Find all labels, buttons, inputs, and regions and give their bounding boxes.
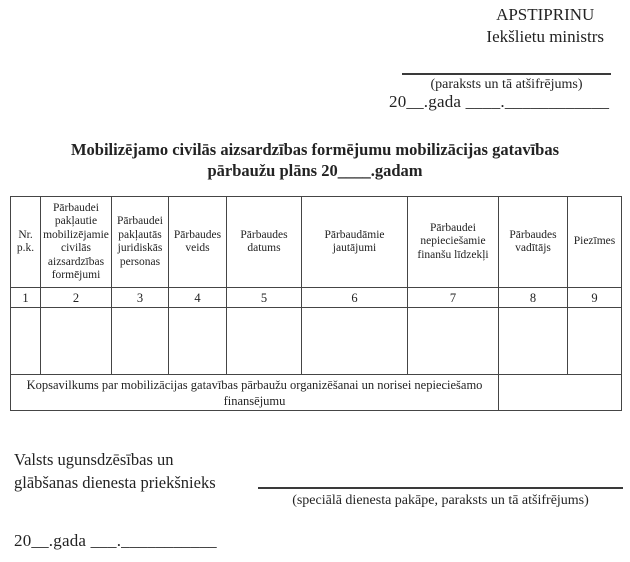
approval-approver: Iekšlietu ministrs — [486, 27, 604, 46]
table-summary-row — [11, 375, 622, 411]
table-empty-cell — [169, 308, 227, 375]
col-header-vaditajs: Pārbaudes vadītājs — [499, 197, 568, 288]
page-title-line1: Mobilizējamo civilās aizsardzības formējumu mobilizācijas gatavības — [70, 140, 560, 159]
plan-table — [10, 196, 622, 411]
signature-caption-top: (paraksts un tā atšifrējums) — [430, 77, 583, 92]
table-empty-cell — [499, 308, 568, 375]
table-empty-cell — [302, 308, 408, 375]
table-empty-cell — [11, 308, 41, 375]
col-number: 6 — [302, 288, 408, 308]
col-number: 5 — [227, 288, 302, 308]
table-header-row — [11, 197, 622, 288]
table-number-row — [11, 288, 622, 308]
official-title — [14, 448, 216, 494]
col-number: 9 — [568, 288, 622, 308]
page-title-line2: pārbaužu plāns 20____.gadam — [207, 161, 423, 180]
signature-caption-bottom: (speciālā dienesta pakāpe, paraksts un tā atšifrējums) — [292, 493, 589, 508]
col-number: 1 — [11, 288, 41, 308]
col-header-nr: Nr. p.k. — [11, 197, 41, 288]
table-empty-cell — [41, 308, 112, 375]
col-header-datums: Pārbaudes datums — [227, 197, 302, 288]
col-number: 8 — [499, 288, 568, 308]
signature-line-bottom — [258, 487, 623, 489]
col-header-formejumi: Pārbaudei pakļautie mobilizējamie civilās aizsardzības formējumi — [41, 197, 112, 288]
table-empty-cell — [112, 308, 169, 375]
approval-block — [486, 4, 604, 48]
table-summary-cell: Kopsavilkums par mobilizācijas gatavības pārbaužu organizēšanai un norisei nepieciešamo finansējumu — [11, 375, 499, 411]
col-number: 3 — [112, 288, 169, 308]
table-empty-row — [11, 308, 622, 375]
col-header-jautajumi: Pārbaudāmie jautājumi — [302, 197, 408, 288]
signature-line-top — [402, 73, 611, 75]
table-summary-empty-cell — [499, 375, 622, 411]
official-title-line2: glābšanas dienesta priekšnieks — [14, 473, 216, 492]
col-number: 4 — [169, 288, 227, 308]
col-header-juridiskas-personas: Pārbaudei pakļautās juridiskās personas — [112, 197, 169, 288]
table-empty-cell — [568, 308, 622, 375]
page-title — [0, 139, 630, 181]
table-empty-cell — [408, 308, 499, 375]
col-header-veids: Pārbaudes veids — [169, 197, 227, 288]
date-blank-top: 20__.gada ____.____________ — [389, 92, 610, 111]
col-header-finansu-lidzekli: Pārbaudei nepieciešamie finanšu līdzekļi — [408, 197, 499, 288]
col-number: 2 — [41, 288, 112, 308]
date-blank-bottom: 20__.gada ___.___________ — [14, 531, 217, 550]
col-header-piezimes: Piezīmes — [568, 197, 622, 288]
approval-heading: APSTIPRINU — [496, 5, 595, 24]
table-empty-cell — [227, 308, 302, 375]
col-number: 7 — [408, 288, 499, 308]
official-title-line1: Valsts ugunsdzēsības un — [14, 450, 174, 469]
